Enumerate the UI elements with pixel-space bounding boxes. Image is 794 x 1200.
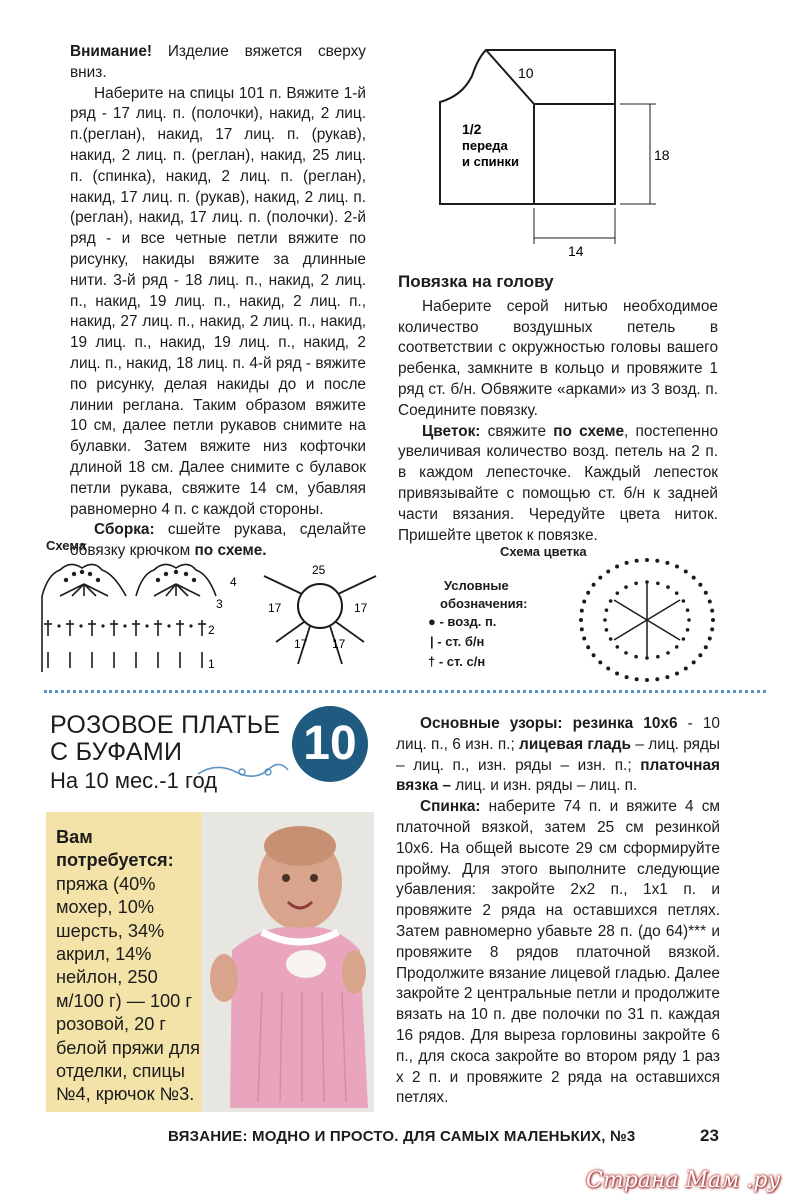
flower-chain-dot <box>645 678 649 682</box>
legend-double <box>428 654 485 669</box>
flower-chain-dot <box>684 667 688 671</box>
yoke-left-count-2: 17 <box>294 637 308 651</box>
yoke-left-count-1: 17 <box>268 601 282 615</box>
instructions-column-bottom <box>396 714 720 1109</box>
flower-chain-dot <box>624 585 628 589</box>
back-paragraph <box>396 797 720 1109</box>
flower-chain-dot <box>615 565 619 569</box>
flower-chain-dot <box>603 618 607 622</box>
legend-chain-text: - возд. п. <box>439 614 497 629</box>
row-number-2: 2 <box>208 623 215 637</box>
back-text: наберите 74 п. и вяжите 4 см платочной вязкой, затем 25 см резинкой 10х6. На общей высоте 29 см сформируйте пройму. Для этого выполните следующие убавления: закройте 2х2 п., 1х1 п. и провяжите 2 ряда на оставшихся петлях. Затем равномерно убавьте 28 п. (до 64)*** и провяжите 8 рядов платочной вязкой. Продолжите вязание лицевой гладью. Далее закройте 2 центральные петли и продолжите вязать на 10 п. две полочки по 31 п. каждая 16 рядов. Для выреза горловины закройте 6 п., для скоса закройте во втором ряду 1 раз х 2 п. и провяжите 2 ряда на оставшихся петлях. <box>396 798 720 1107</box>
yoke-right-count-1: 17 <box>354 601 368 615</box>
legend-title-2: обозначения: <box>440 596 528 611</box>
assembly-label: Сборка: <box>94 521 155 539</box>
flower-chain-dot <box>634 655 638 659</box>
left-column <box>70 42 366 562</box>
yoke-rays <box>264 576 376 664</box>
stitch-row-2 <box>44 620 206 636</box>
double-crochet-icon: † <box>428 654 436 669</box>
flower-chain-dot <box>704 645 708 649</box>
shoulder-dimension: 10 <box>518 65 534 81</box>
dress-title-line1: РОЗОВОЕ ПЛАТЬЕ <box>50 711 281 739</box>
chain-dot-icon: ● <box>428 614 436 629</box>
instructions-text: Наберите на спицы 101 п. Вяжите 1-й ряд - 17 лиц. п. (полочки), накид, 2 лиц. п.(реглан), накид, 17 лиц. п. (рукав), накид, 2 лиц. п. (реглан), накид, 25 лиц. п. (спинка), накид, 2 лиц. п. (реглан), накид, 17 лиц. п. (рукав), накид, 2 лиц. п. (реглан), накид, 17 лиц. п. (полочки). 2-й ряд - и все четные петли вяжите по рисунку, накиды вяжите за длинные нити. 3-й ряд - 18 лиц. п., накид, 2 лиц. п., накид, 19 лиц. п., накид, 2 лиц. п., накид, 27 лиц. п., накид, 2 лиц. п., накид, 19 лиц. п., накид, 19 лиц. п., накид, 2 лиц. п., накид, 18 лиц. п. 4-й ряд - вяжите по рисунку, делая накиды до и после линии реглана. Таким образом вяжите 10 см, далее петли рукавов снимите на булавки. Затем вяжите низ кофточки длиной 18 см. Далее снимите с булавок петли рукава, свяжите 14 см, убавляя равномерно 4 п. с каждой стороны. <box>70 84 366 518</box>
flower-chain-dot <box>675 645 679 649</box>
flower-chain-dot <box>592 653 596 657</box>
patterns-text-3: лиц. и изн. ряды – лиц. п. <box>451 777 638 795</box>
flower-spokes <box>614 582 680 658</box>
flower-chain-dot <box>616 645 620 649</box>
flower-chain-dot <box>586 645 590 649</box>
flower-chain-dot <box>692 576 696 580</box>
legend-title-1: Условные <box>444 578 509 593</box>
flower-chain-dot <box>656 655 660 659</box>
pattern-label-line1: 1/2 <box>462 121 482 137</box>
patterns-text-2: – лиц. ряды – лиц. п., изн. ряды – изн. п.; <box>396 735 720 774</box>
flower-chain-dot <box>710 627 714 631</box>
pattern-diagram <box>430 42 670 262</box>
headband-text: Наберите серой нитью необходимое количество воздушных петель в соответствии с окружностью головы вашего ребенка, замкните в кольцо и провяжите 1 ряд ст. б/н. Обвяжите «арками» из 3 возд. п. Соедините повязку. <box>398 297 718 419</box>
legend-chain <box>428 614 496 629</box>
flower-chain-dot <box>698 653 702 657</box>
patterns-label: Основные узоры: резинка 10х6 <box>420 715 678 732</box>
flower-chain-dot <box>684 569 688 573</box>
page-number: 23 <box>700 1126 719 1145</box>
flower-chain-dot <box>682 637 686 641</box>
flower-chain-dot <box>625 561 629 565</box>
dress-subtitle: На 10 мес.-1 год <box>50 768 218 793</box>
flower-chain-dot <box>682 599 686 603</box>
flower-chain-dot <box>635 677 639 681</box>
flower-chain-dot <box>665 675 669 679</box>
flower-chain-dot <box>711 618 715 622</box>
flower-chain-dot <box>592 583 596 587</box>
row-number-3: 3 <box>216 597 223 611</box>
flower-chain-dot <box>708 599 712 603</box>
chain-dots <box>64 570 196 582</box>
flower-bold: по схеме <box>553 422 625 440</box>
flower-chain-dot <box>625 675 629 679</box>
flower-chain-dot <box>686 628 690 632</box>
pattern-label-line3: и спинки <box>462 154 520 169</box>
row-number-1: 1 <box>208 657 215 671</box>
flower-chain-dot <box>704 591 708 595</box>
flower-chain-dot <box>692 660 696 664</box>
flower-chain-dot <box>675 671 679 675</box>
yoke-circle <box>298 584 342 628</box>
patterns-text-1: - 10 лиц. п., 6 изн. п.; <box>396 715 720 753</box>
pattern-label-line2: переда <box>462 138 508 153</box>
flower-chain-dot <box>698 583 702 587</box>
assembly-bold: по схеме. <box>194 542 267 560</box>
flower-chain-dot <box>624 651 628 655</box>
headband-column <box>398 272 718 546</box>
flower-chain-dot <box>609 599 613 603</box>
flower-pre: свяжите <box>480 422 554 440</box>
legend-double-text: - ст. с/н <box>438 654 486 669</box>
baby-photo <box>202 812 374 1112</box>
flower-chain-dot <box>605 608 609 612</box>
stitch-row-1 <box>48 652 202 668</box>
width-dimension: 14 <box>568 243 584 259</box>
assembly-text: сшейте рукава, сделайте обвязку крючком <box>70 521 366 560</box>
flower-chain-dot <box>710 609 714 613</box>
single-crochet-icon: | <box>430 634 434 649</box>
flower-chain-dot <box>582 599 586 603</box>
flower-chain-dot <box>598 576 602 580</box>
flower-chain-dot <box>656 581 660 585</box>
attention-text: Изделие вяжется сверху вниз. <box>70 43 366 81</box>
flower-chain-dot <box>635 559 639 563</box>
flower-chain-dot <box>655 677 659 681</box>
yoke-right-count-2: 17 <box>332 637 346 651</box>
flower-chain-dot <box>675 591 679 595</box>
crochet-schema <box>40 556 260 676</box>
yoke-schema <box>258 560 388 680</box>
height-dimension: 18 <box>654 147 670 163</box>
flower-chain-dot <box>665 561 669 565</box>
flower-chain-dot <box>616 591 620 595</box>
flower-chain-dot <box>645 558 649 562</box>
flower-chain-dot <box>615 671 619 675</box>
watermark: Страна Мам .ру <box>586 1168 781 1193</box>
flower-label: Цветок: <box>422 422 481 440</box>
flower-chain-dot <box>580 627 584 631</box>
flower-chain-dot <box>666 651 670 655</box>
legend-single <box>430 634 484 649</box>
row-number-4: 4 <box>230 575 237 589</box>
flower-chain-dot <box>606 667 610 671</box>
attention-paragraph <box>70 42 366 84</box>
edging-motif-2 <box>136 564 216 596</box>
decorative-swirl <box>196 760 296 784</box>
magazine-footer: ВЯЗАНИЕ: МОДНО И ПРОСТО. ДЛЯ САМЫХ МАЛЕНЬКИХ, №3 <box>168 1128 636 1145</box>
flower-chain-dot <box>579 618 583 622</box>
yoke-top-count: 25 <box>312 563 326 577</box>
dress-title <box>50 712 280 766</box>
flower-diagram <box>572 552 722 688</box>
flower-paragraph <box>398 422 718 547</box>
flower-chain-dot <box>609 637 613 641</box>
attention-label: Внимание! <box>70 43 153 60</box>
section-divider <box>44 690 766 693</box>
legend-single-text: - ст. б/н <box>437 634 485 649</box>
schema-row-dots <box>57 624 192 627</box>
flower-text: , постепенно увеличивая количество возд. петель на 2 п. в каждом лепесточке. Каждый лепесток привязывайте с помощью ст. б/н к задней части вязания. Чередуйте цвета ниток. Пришейте цветок к повязке. <box>398 422 718 544</box>
headband-heading: Повязка на голову <box>398 272 554 291</box>
patterns-paragraph <box>396 714 720 797</box>
project-number-badge: 10 <box>292 706 368 782</box>
flower-chain-dot <box>686 608 690 612</box>
flower-chain-dot <box>582 637 586 641</box>
materials-text: пряжа (40% мохер, 10% шерсть, 34% акрил, 14% нейлон, 250 м/100 г) — 100 г розовой, 20 г белой пряжи для отделки, спицы №4, крючок №3. <box>56 873 200 1105</box>
flower-chain-dot <box>666 585 670 589</box>
materials-label: Вам потребуется: <box>56 827 174 871</box>
flower-chain-dot <box>687 618 691 622</box>
flower-chain-dot <box>586 591 590 595</box>
flower-chain-dot <box>675 565 679 569</box>
flower-schema-label: Схема цветка <box>500 544 587 559</box>
schema-label: Схема <box>46 538 87 553</box>
flower-chain-dot <box>708 637 712 641</box>
patterns-bold-2: лицевая гладь <box>519 735 632 753</box>
flower-chain-dot <box>598 660 602 664</box>
dress-title-line2: С БУФАМИ <box>50 738 183 766</box>
flower-chain-dot <box>655 559 659 563</box>
back-label: Спинка: <box>420 798 481 816</box>
flower-chain-dot <box>605 628 609 632</box>
patterns-bold-3: платочная вязка – <box>396 756 720 795</box>
flower-chain-dot <box>580 609 584 613</box>
flower-chain-dot <box>634 581 638 585</box>
flower-chain-dot <box>606 569 610 573</box>
materials-text-block <box>56 826 206 1107</box>
